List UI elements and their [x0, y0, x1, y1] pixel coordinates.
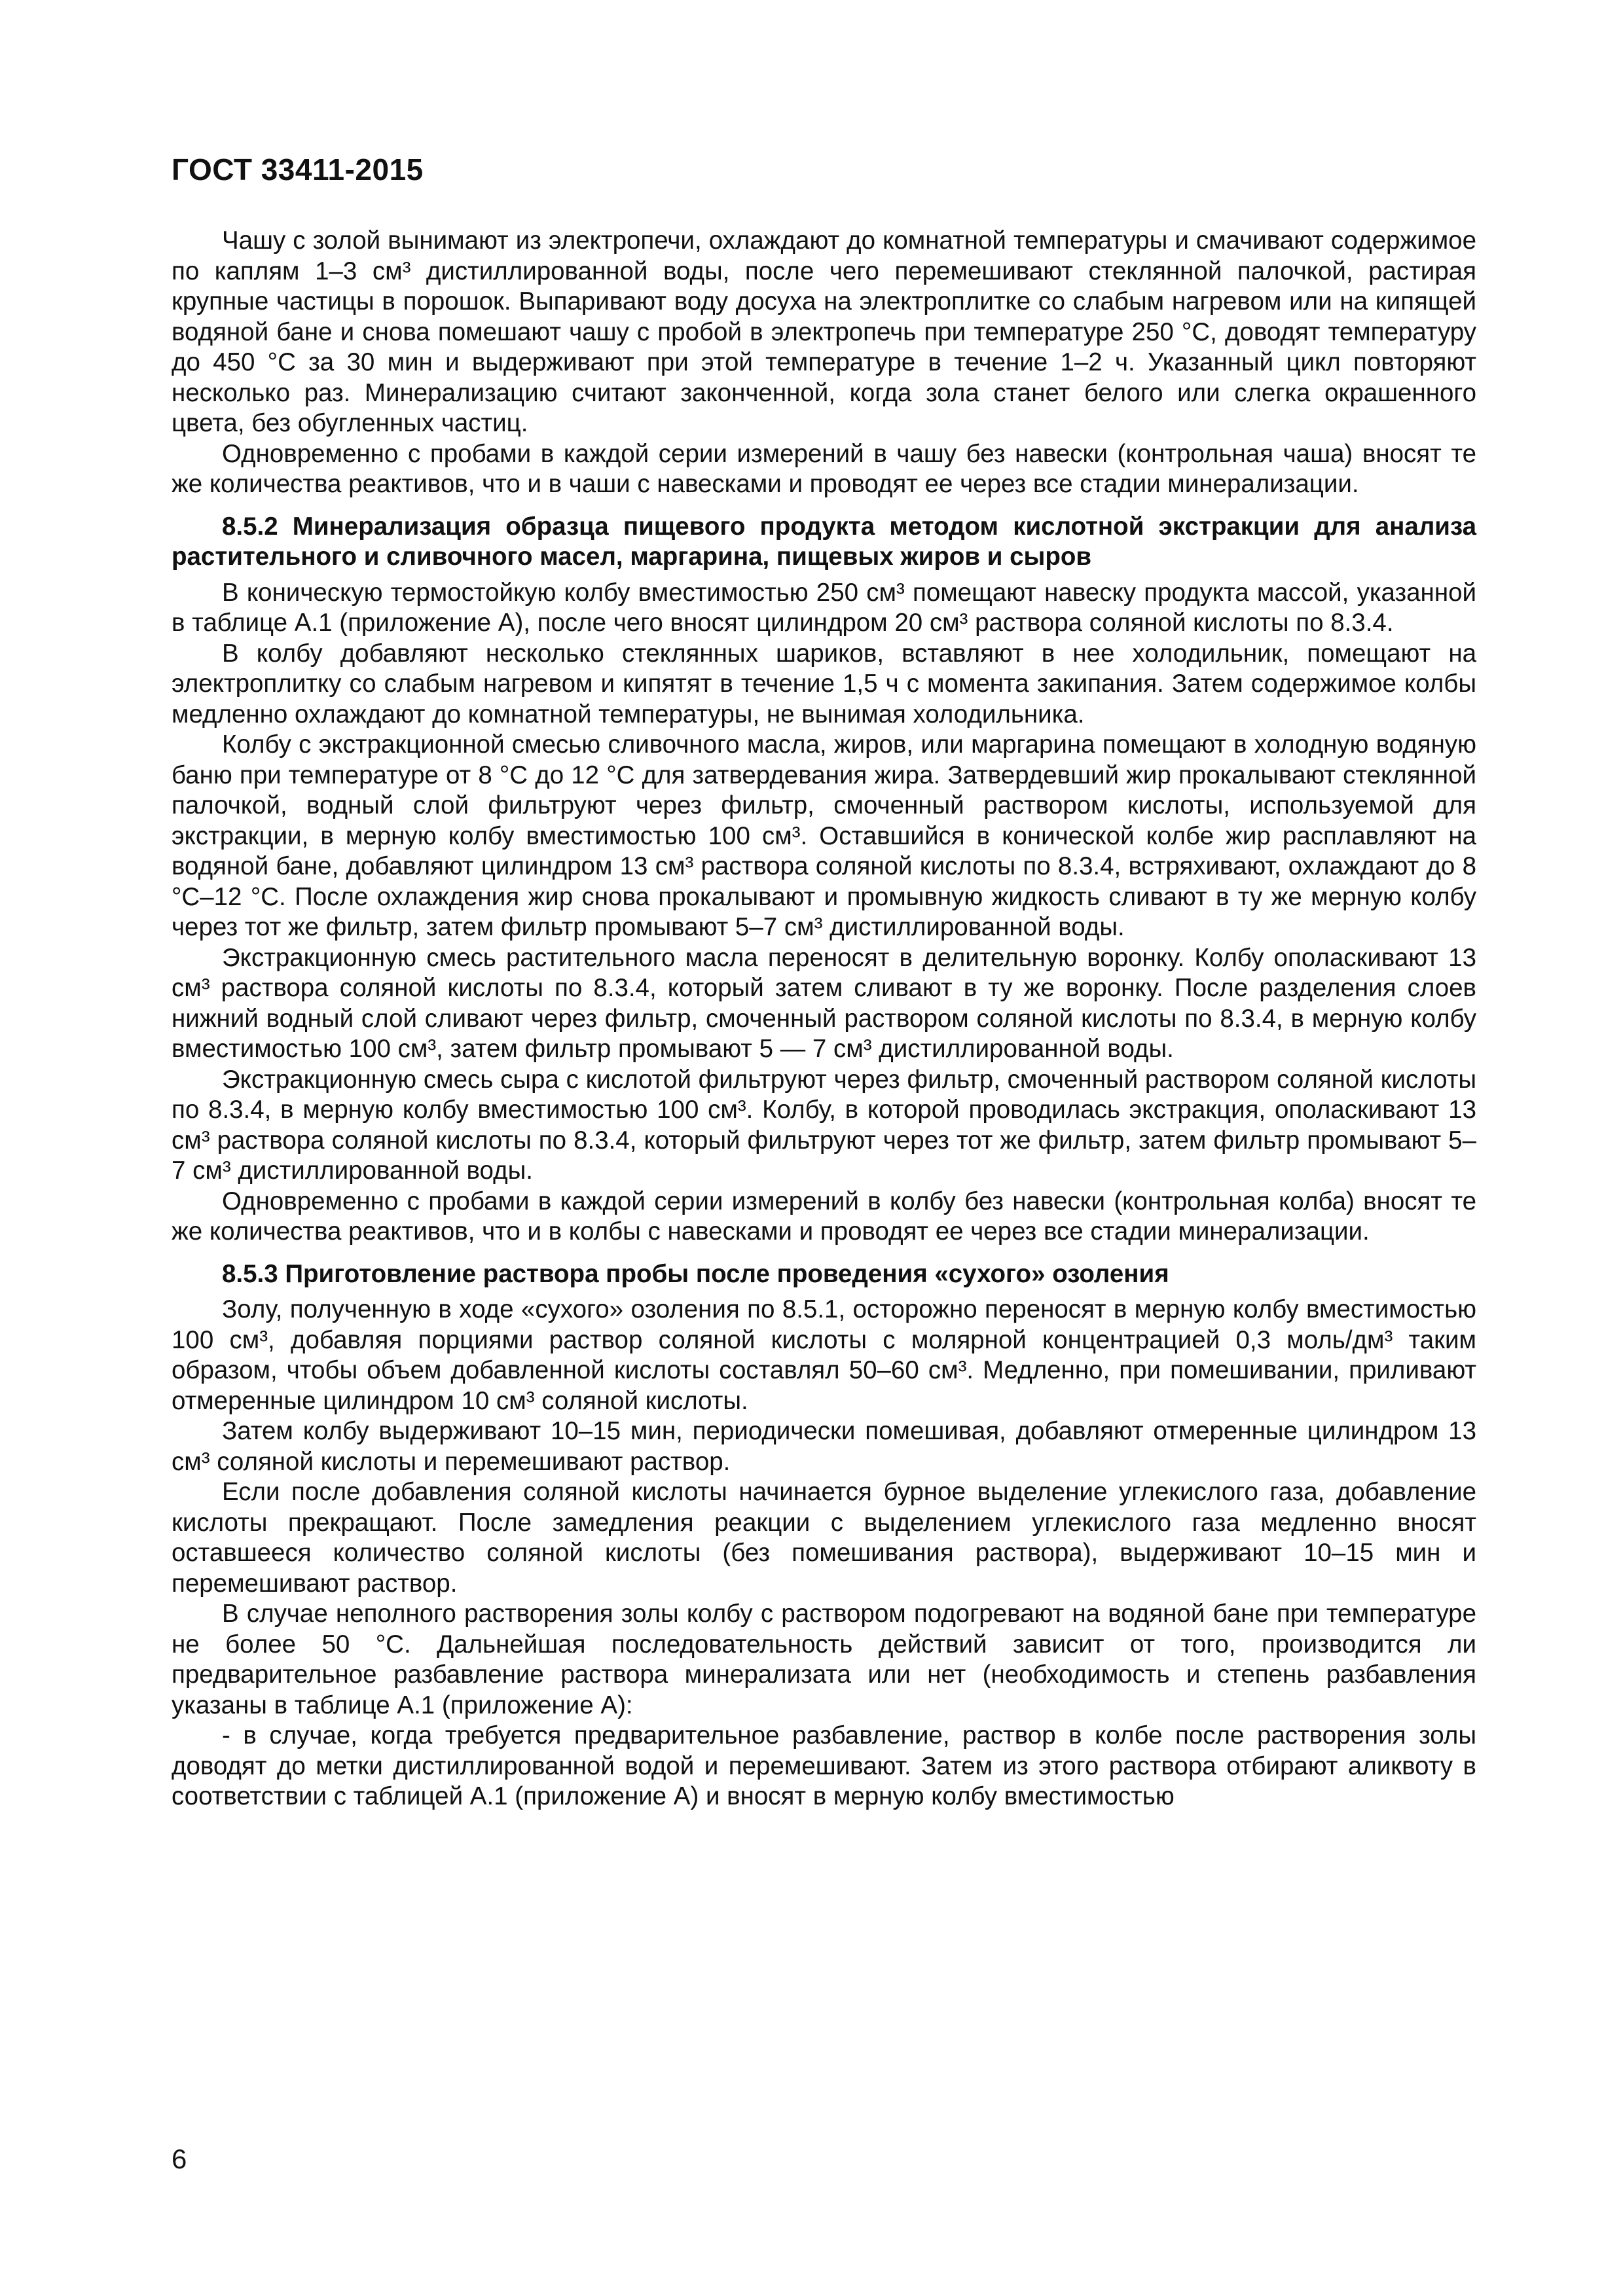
paragraph: Одновременно с пробами в каждой серии измерений в колбу без навески (контрольная колба) вносят те же количества реактивов, что и в колбы с навесками и проводят ее через все стадии минерализации. [172, 1187, 1476, 1246]
document-body [172, 226, 1476, 1812]
section-heading-8-5-3: 8.5.3 Приготовление раствора пробы после проведения «сухого» озоления [222, 1259, 1169, 1288]
document-header: ГОСТ 33411-2015 [172, 152, 424, 187]
paragraph: В колбу добавляют несколько стеклянных шариков, вставляют в нее холодильник, помещают на электроплитку со слабым нагревом и кипятят в течение 1,5 ч с момента закипания. Затем содержимое колбы медленно охлаждают до комнатной температуры, не вынимая холодильника. [172, 639, 1476, 728]
paragraph: - в случае, когда требуется предварительное разбавление, раствор в колбе после растворения золы доводят до метки дистиллированной водой и перемешивают. Затем из этого раствора отбирают аликвоту в соответствии с таблицей А.1 (приложение А) и вносят в мерную колбу вместимостью [172, 1721, 1476, 1810]
page-number: 6 [172, 2144, 187, 2174]
section-heading-8-5-2: 8.5.2 Минерализация образца пищевого продукта методом кислотной экстракции для анализа растительного и сливочного масел, маргарина, пищевых жиров и сыров [172, 512, 1476, 571]
paragraph: Если после добавления соляной кислоты начинается бурное выделение углекислого газа, добавление кислоты прекращают. После замедления реакции с выделением углекислого газа медленно вносят оставшееся количество соляной кислоты (без помешивания раствора), выдерживают 10–15 мин и перемешивают раствор. [172, 1478, 1476, 1598]
paragraph: Экстракционную смесь растительного масла переносят в делительную воронку. Колбу ополаскивают 13 см³ раствора соляной кислоты по 8.3.4, который затем сливают в ту же воронку. После разделения слоев нижний водный слой сливают через фильтр, смоченный раствором соляной кислоты по 8.3.4, в мерную колбу вместимостью 100 см³, затем фильтр промывают 5 — 7 см³ дистиллированной воды. [172, 943, 1476, 1063]
paragraph: В коническую термостойкую колбу вместимостью 250 см³ помещают навеску продукта массой, указанной в таблице А.1 (приложение А), после чего вносят цилиндром 20 см³ раствора соляной кислоты по 8.3.4. [172, 578, 1476, 637]
paragraph: Чашу с золой вынимают из электропечи, охлаждают до комнатной температуры и смачивают содержимое по каплям 1–3 см³ дистиллированной воды, после чего перемешивают стеклянной палочкой, растирая крупные частицы в порошок. Выпаривают воду досуха на электроплитке со слабым нагревом или на кипящей водяной бане и снова помешают чашу с пробой в электропечь при температуре 250 °С, доводят температуру до 450 °С за 30 мин и выдерживают при этой температуре в течение 1–2 ч. Указанный цикл повторяют несколько раз. Минерализацию считают законченной, когда зола станет белого или слегка окрашенного цвета, без обугленных частиц. [172, 226, 1476, 437]
paragraph: В случае неполного растворения золы колбу с раствором подогревают на водяной бане при температуре не более 50 °С. Дальнейшая последовательность действий зависит от того, производится ли предварительное разбавление раствора минерализата или нет (необходимость и степень разбавления указаны в таблице А.1 (приложение А): [172, 1600, 1476, 1719]
paragraph: Колбу с экстракционной смесью сливочного масла, жиров, или маргарина помещают в холодную водяную баню при температуре от 8 °С до 12 °С для затвердевания жира. Затвердевший жир прокалывают стеклянной палочкой, водный слой фильтруют через фильтр, смоченный раствором кислоты, используемой для экстракции, в мерную колбу вместимостью 100 см³. Оставшийся в конической колбе жир расплавляют на водяной бане, добавляют цилиндром 13 см³ раствора соляной кислоты по 8.3.4, встряхивают, охлаждают до 8 °С–12 °С. После охлаждения жир снова прокалывают и промывную жидкость сливают в ту же мерную колбу через тот же фильтр, затем фильтр промывают 5–7 см³ дистиллированной воды. [172, 730, 1476, 941]
paragraph: Экстракционную смесь сыра с кислотой фильтруют через фильтр, смоченный раствором соляной кислоты по 8.3.4, в мерную колбу вместимостью 100 см³. Колбу, в которой проводилась экстракция, ополаскивают 13 см³ раствора соляной кислоты по 8.3.4, который фильтруют через тот же фильтр, затем фильтр промывают 5–7 см³ дистиллированной воды. [172, 1065, 1476, 1185]
paragraph: Затем колбу выдерживают 10–15 мин, периодически помешивая, добавляют отмеренные цилиндром 13 см³ соляной кислоты и перемешивают раствор. [172, 1417, 1476, 1476]
paragraph: Одновременно с пробами в каждой серии измерений в чашу без навески (контрольная чаша) вносят те же количества реактивов, что и в чаши с навесками и проводят ее через все стадии минерализации. [172, 439, 1476, 498]
paragraph: Золу, полученную в ходе «сухого» озоления по 8.5.1, осторожно переносят в мерную колбу вместимостью 100 см³, добавляя порциями раствор соляной кислоты с молярной концентрацией 0,3 моль/дм³ таким образом, чтобы объем добавленной кислоты составлял 50–60 см³. Медленно, при помешивании, приливают отмеренные цилиндром 10 см³ соляной кислоты. [172, 1295, 1476, 1415]
